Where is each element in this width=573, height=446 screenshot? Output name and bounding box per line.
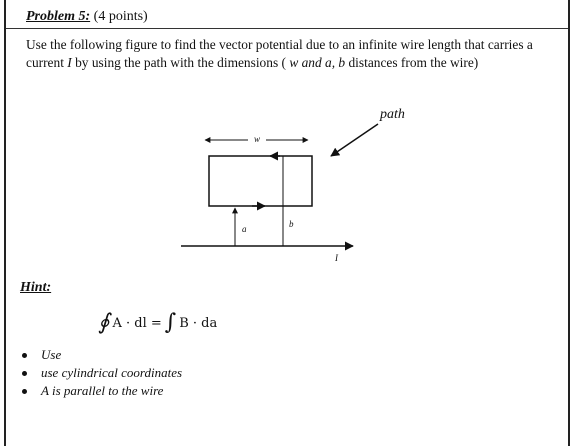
w-label: w xyxy=(254,134,261,144)
formula-lhs: A · dl = xyxy=(112,315,162,331)
path-label: path xyxy=(380,107,405,122)
hint-list xyxy=(22,346,182,400)
bullet-icon xyxy=(22,353,27,358)
b-label: b xyxy=(289,219,294,229)
hint-item-text: use cylindrical coordinates xyxy=(41,365,183,380)
hint-item-text: Use xyxy=(41,347,62,362)
hint-item-text: A is parallel to the wire xyxy=(41,383,164,398)
current-symbol: I xyxy=(67,55,72,70)
integral-formula xyxy=(98,312,217,334)
current-label: I xyxy=(335,253,338,263)
list-item xyxy=(22,346,182,364)
dimension-symbols: w and a, b xyxy=(289,55,346,70)
formula-rhs: B · da xyxy=(179,315,218,331)
list-item xyxy=(22,382,182,400)
integral-icon: ∫ xyxy=(164,310,177,335)
loop-rectangle xyxy=(209,156,312,206)
list-item xyxy=(22,364,182,382)
hint-label: Hint: xyxy=(20,280,52,295)
statement-part1: Use the following figure to find the vector potential due to an infinite wire length that carries a current xyxy=(26,37,533,70)
path-pointer-arrow xyxy=(331,124,378,156)
bullet-icon xyxy=(22,371,27,376)
a-label: a xyxy=(242,224,247,234)
problem-label: Problem 5: xyxy=(26,9,91,24)
problem-points: (4 points) xyxy=(93,9,148,24)
statement-part3: distances from the wire) xyxy=(345,55,479,70)
contour-integral-icon: ∮ xyxy=(98,310,110,335)
statement-part2: by using the path with the dimensions ( xyxy=(71,55,290,70)
bullet-icon xyxy=(22,389,27,394)
